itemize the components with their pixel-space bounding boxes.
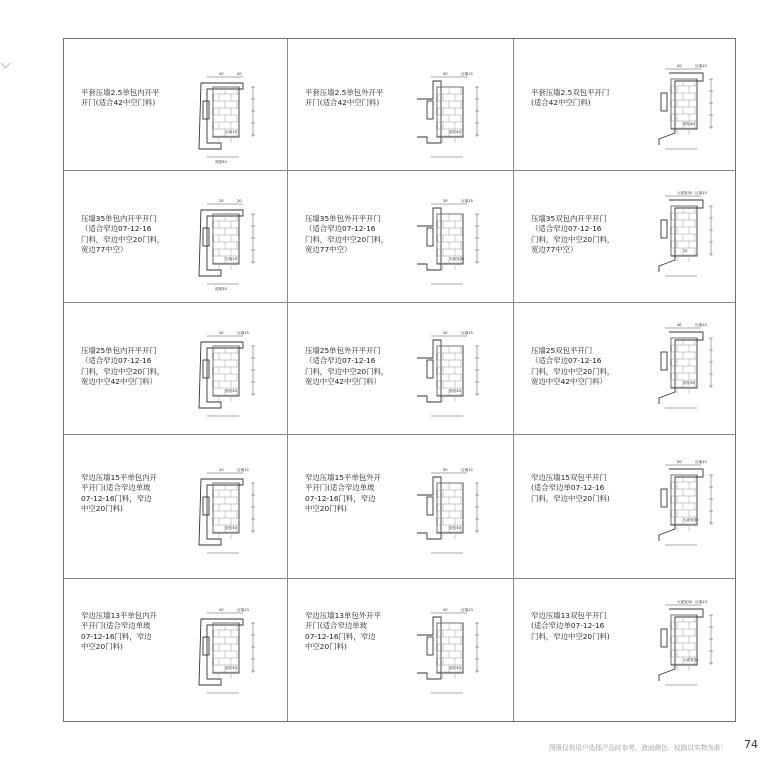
profile-cell [514, 171, 735, 303]
profile-description: 平套压墙2.5单包外开平 开门(适合42中空门料) [305, 88, 384, 108]
profile-cell [288, 39, 514, 171]
dimension-label: 30 [443, 468, 448, 472]
cross-section-svg [181, 328, 281, 420]
glass-channel [661, 352, 667, 370]
profile-outline [199, 210, 243, 276]
glass-channel [203, 360, 209, 378]
glass-channel [203, 637, 209, 655]
dimension-label: 30 [443, 72, 448, 76]
cross-section-svg [181, 69, 281, 164]
dimension-lines [431, 77, 479, 157]
profile-drawing [405, 328, 505, 420]
dimension-label: 20 [443, 199, 448, 203]
profile-outline [659, 200, 703, 272]
profile-description: 窄边压墙13双包平开门 (适合窄边单07-12-16 门料，窄边中空20门料) [531, 611, 610, 641]
wall-hatch [213, 483, 239, 539]
dimension-label: 面宽30 [683, 381, 695, 385]
profile-cell [64, 435, 288, 579]
cross-section-svg [631, 64, 731, 161]
dimension-label: 压墙15 [461, 72, 473, 76]
dimension-label: 20 [443, 608, 448, 612]
dimension-label: 大面宽30 [683, 518, 699, 522]
dimension-label: 压墙15 [237, 331, 249, 335]
dimension-label: 20 [219, 468, 224, 472]
glass-channel [427, 101, 433, 119]
profile-outline [659, 73, 703, 145]
dimension-label: 大面宽30 [449, 257, 465, 261]
dimension-label: 压墙15 [695, 460, 707, 464]
dimension-label: 40 [677, 323, 682, 327]
profile-drawing [181, 69, 281, 164]
profile-cell [288, 579, 514, 721]
dimension-label: 面宽30 [449, 666, 461, 670]
profile-description: 窄边压墙15双包平开门 (适合窄边单07-12-16 门料，窄边中空20门料) [531, 473, 610, 503]
dimension-label: 压墙15 [695, 64, 707, 68]
dimension-label: 20 [219, 608, 224, 612]
wall-hatch [213, 214, 239, 270]
profile-description: 压墙35单包内开平开门 （适合窄边07-12-16 门料，窄边中空20门料， 宽边77中空） [81, 214, 165, 255]
profile-cell [64, 303, 288, 435]
profile-cell [64, 39, 288, 171]
dimension-label: 面宽30 [225, 666, 237, 670]
profile-drawing [405, 196, 505, 288]
profile-drawing [631, 323, 731, 420]
dimension-label: 20 [237, 72, 242, 76]
glass-channel [427, 228, 433, 246]
profile-drawing [405, 465, 505, 557]
cross-section-svg [405, 605, 505, 697]
cross-section-svg [631, 460, 731, 557]
profile-description: 平套压墙2.5单包内开平 开门(适合42中空门料) [81, 88, 160, 108]
dimension-label: 压墙15 [461, 468, 473, 472]
glass-channel [661, 629, 667, 647]
dimension-label: 20 [219, 331, 224, 335]
glass-channel [203, 228, 209, 246]
page-number: 74 [744, 738, 758, 751]
dimension-label: 大面宽30 [677, 191, 693, 195]
glass-channel [203, 497, 209, 515]
dimension-label: 压墙15 [225, 257, 237, 261]
dimension-label: 20 [677, 460, 682, 464]
profile-cell [288, 171, 514, 303]
profile-description: 窄边压墙15平单包外开 平开门(适合窄边单玻 07-12-16门料，窄边 中空20门料) [305, 473, 381, 514]
profile-cell [288, 435, 514, 579]
profile-drawing [631, 460, 731, 557]
cross-section-svg [631, 323, 731, 420]
dimension-lines [431, 473, 479, 553]
footer-disclaimer: 图册仅供用户选择产品时参考，液面颜色、纹路以实物为准！ [548, 744, 727, 752]
dimension-lines [431, 613, 479, 693]
profile-outline [659, 609, 703, 681]
dimension-label: 面宽40 [683, 122, 695, 126]
glass-channel [427, 637, 433, 655]
dimension-label: 压墙13 [695, 600, 707, 604]
glass-channel [427, 360, 433, 378]
dimension-label: 面宽30 [449, 526, 461, 530]
profile-description: 压墙25双包平开门 （适合窄边07-12-16 门料，窄边中空20门料， 宽边中空42中空门料） [531, 346, 615, 387]
dimension-label: 压墙15 [461, 331, 473, 335]
glass-channel [427, 497, 433, 515]
profile-outline [199, 342, 243, 408]
profile-description: 压墙35双包内开平开门 （适合窄边07-12-16 门料，窄边中空20门料， 宽边77中空） [531, 214, 615, 255]
dimension-label: 20 [677, 64, 682, 68]
dimension-label: 20 [219, 72, 224, 76]
profile-cell [514, 435, 735, 579]
dimension-label: 面宽30 [215, 160, 227, 164]
dimension-label: 压墙15 [695, 191, 707, 195]
dimension-label: 15 [683, 249, 688, 253]
profile-description: 压墙25单包外开平开门 （适合窄边07-12-16 门料，窄边中空20门料， 宽边中空42中空门料） [305, 346, 389, 387]
cross-section-svg [181, 605, 281, 697]
dimension-label: 大面宽30 [677, 600, 693, 604]
profile-cell [288, 303, 514, 435]
profile-drawing [181, 196, 281, 291]
profile-outline [199, 479, 243, 545]
profile-drawing [631, 64, 731, 161]
dimension-label: 面宽40 [449, 130, 461, 134]
glass-channel [661, 489, 667, 507]
cross-section-svg [405, 196, 505, 288]
profile-cell [514, 579, 735, 721]
profile-description: 窄边压墙15平单包内开 平开门(适合窄边单玻 07-12-16门料，窄边 中空20门料) [81, 473, 157, 514]
profile-description: 压墙35单包外开平开门 （适合窄边07-12-16 门料，窄边中空20门料， 宽边77中空） [305, 214, 389, 255]
dimension-label: 大面宽30 [683, 658, 699, 662]
dimension-label: 面宽30 [225, 526, 237, 530]
profile-cell [514, 303, 735, 435]
dimension-label: 压墙15 [225, 130, 237, 134]
profile-outline [659, 332, 703, 404]
glass-channel [661, 93, 667, 111]
profile-drawing [181, 605, 281, 697]
profile-cell [64, 171, 288, 303]
cross-section-svg [405, 465, 505, 557]
profile-table [63, 38, 736, 722]
wall-hatch [213, 87, 239, 143]
dimension-label: 压墙13 [237, 608, 249, 612]
dimension-label: 压墙15 [237, 468, 249, 472]
dimension-label: 压墙13 [461, 608, 473, 612]
cross-section-svg [631, 600, 731, 697]
cross-section-svg [631, 191, 731, 288]
profile-description: 压墙25单包内开平开门 （适合窄边07-12-16 门料，窄边中空20门料， 宽边中空42中空门料） [81, 346, 165, 387]
wall-hatch [213, 623, 239, 679]
profile-drawing [181, 465, 281, 557]
profile-outline [199, 83, 243, 149]
dimension-label: 面宽30 [215, 287, 227, 291]
glass-channel [661, 220, 667, 238]
profile-description: 平套压墙2.5双包平开门 (适合42中空门料) [531, 88, 610, 108]
profile-drawing [631, 600, 731, 697]
cross-section-svg [181, 196, 281, 291]
cross-section-svg [405, 328, 505, 420]
profile-drawing [631, 191, 731, 288]
profile-outline [199, 619, 243, 685]
dimension-label: 20 [237, 199, 242, 203]
profile-drawing [181, 328, 281, 420]
dimension-label: 20 [219, 199, 224, 203]
dimension-label: 压墙15 [695, 323, 707, 327]
margin-mark [1, 59, 11, 69]
profile-drawing [405, 69, 505, 161]
dimension-lines [431, 336, 479, 416]
profile-drawing [405, 605, 505, 697]
profile-description: 窄边压墙13单包外开平 开门(适合窄边单玻 07-12-16门料，窄边 中空20门料) [305, 611, 381, 652]
dimension-label: 面宽30 [225, 389, 237, 393]
dimension-label: 面宽30 [449, 389, 461, 393]
glass-channel [203, 101, 209, 119]
profile-cell [514, 39, 735, 171]
wall-hatch [213, 346, 239, 402]
dimension-label: 压墙15 [461, 199, 473, 203]
profile-description: 窄边压墙13平单包内开 平开门(适合窄边单玻 07-12-16门料，窄边 中空20门料) [81, 611, 157, 652]
cross-section-svg [181, 465, 281, 557]
profile-cell [64, 579, 288, 721]
dimension-label: 20 [443, 331, 448, 335]
cross-section-svg [405, 69, 505, 161]
profile-outline [659, 469, 703, 541]
dimension-lines [431, 204, 479, 284]
